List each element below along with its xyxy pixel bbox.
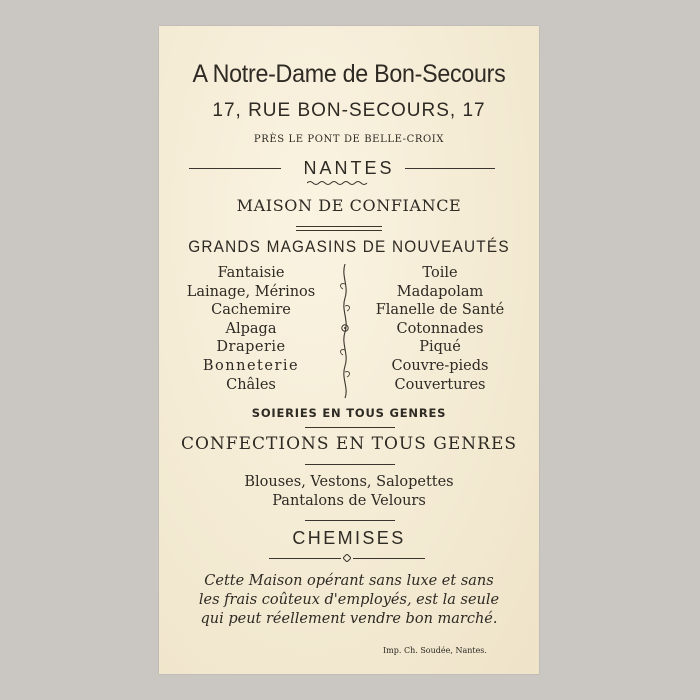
- wavy-ornament: [307, 180, 369, 186]
- shop-title: A Notre-Dame de Bon-Secours: [192, 60, 506, 88]
- list-item: Couvre-pieds: [391, 357, 489, 374]
- clothing-line-1: Blouses, Vestons, Salopettes: [244, 474, 454, 490]
- confections-line: CONFECTIONS EN TOUS GENRES: [180, 434, 517, 454]
- divider: [305, 427, 395, 428]
- list-item: Cachemire: [211, 302, 291, 319]
- left-products-list: [166, 264, 336, 394]
- divider-right: [405, 168, 495, 169]
- list-item: Flanelle de Santé: [375, 302, 505, 319]
- clothing-line-2: Pantalons de Velours: [272, 493, 426, 509]
- vine-ornament-icon: [335, 262, 355, 400]
- tagline: MAISON DE CONFIANCE: [236, 196, 462, 215]
- diamond-ornament-icon: [343, 554, 351, 562]
- divider: [353, 558, 425, 559]
- shirts-heading: CHEMISES: [292, 528, 406, 548]
- divider: [269, 558, 341, 559]
- list-item: Couvertures: [394, 376, 486, 393]
- double-rule: [296, 226, 382, 231]
- list-item: Lainage, Mérinos: [186, 283, 316, 300]
- list-item: Bonneterie: [202, 357, 300, 374]
- slogan: [159, 572, 539, 629]
- list-item: Draperie: [216, 339, 286, 356]
- list-item: Madapolam: [396, 283, 484, 300]
- list-item: Châles: [226, 376, 276, 393]
- city-name: NANTES: [303, 158, 395, 178]
- list-item: Toile: [422, 265, 458, 281]
- slogan-line: qui peut réellement vendre bon marché.: [200, 611, 498, 627]
- list-item: Cotonnades: [396, 320, 484, 337]
- shop-address: 17, RUE BON-SECOURS, 17: [212, 100, 486, 121]
- trade-card: [159, 26, 539, 674]
- divider: [305, 464, 395, 465]
- list-item: Piqué: [419, 339, 461, 356]
- slogan-line: Cette Maison opérant sans luxe et sans: [204, 573, 494, 589]
- location-note: PRÈS LE PONT DE BELLE-CROIX: [253, 134, 445, 145]
- printer-imprint: Imp. Ch. Soudée, Nantes.: [383, 646, 487, 655]
- right-products-list: [355, 264, 525, 394]
- list-item: Alpaga: [225, 320, 277, 337]
- store-heading: GRANDS MAGASINS DE NOUVEAUTÉS: [188, 238, 510, 256]
- silks-line: SOIERIES EN TOUS GENRES: [251, 406, 447, 420]
- slogan-line: les frais coûteux d'employés, est la seule: [198, 592, 500, 608]
- list-item: Fantaisie: [217, 265, 285, 281]
- divider: [305, 520, 395, 521]
